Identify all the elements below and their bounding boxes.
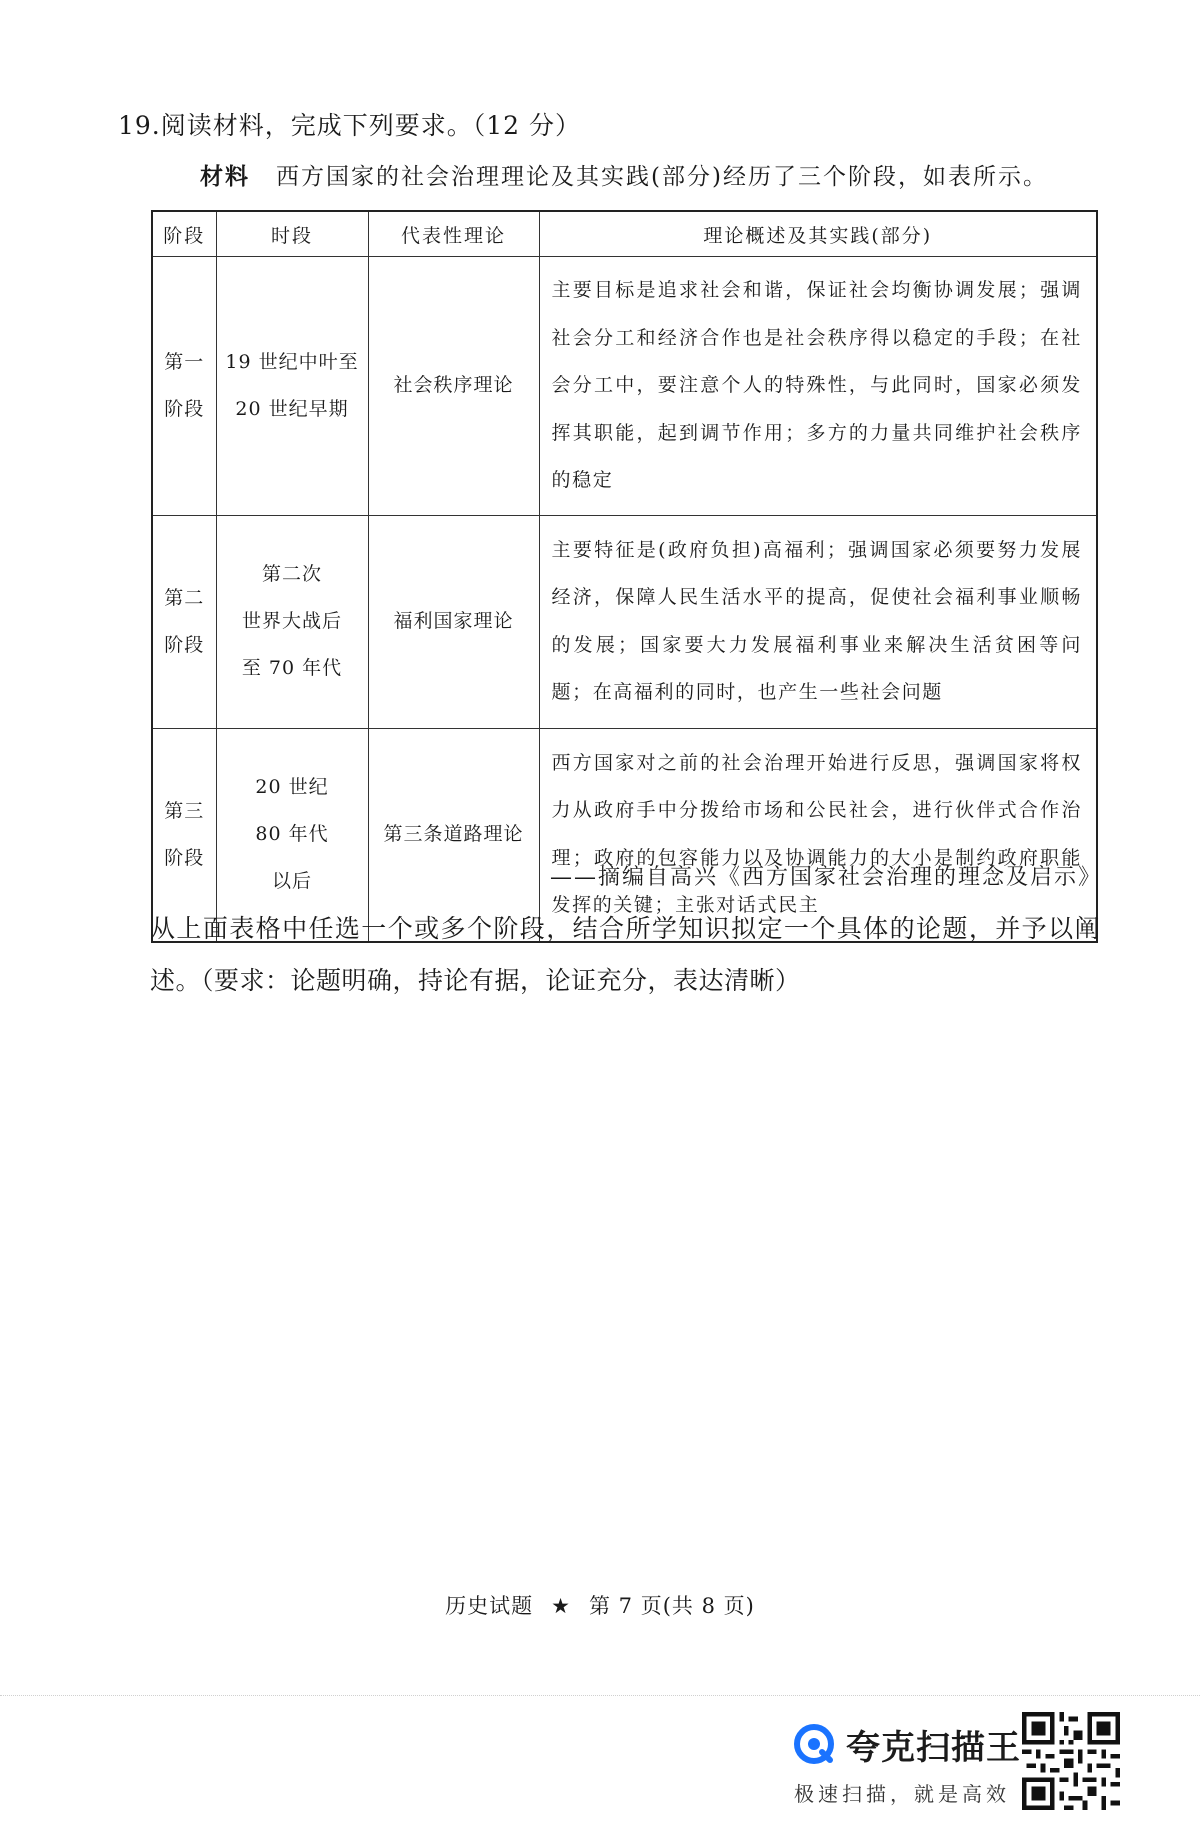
material-label: 材料 [200, 163, 250, 190]
stage-cell: 第一 阶段 [152, 257, 216, 516]
star-icon: ★ [551, 1594, 571, 1618]
period-cell: 19 世纪中叶至 20 世纪早期 [216, 257, 368, 516]
footer-page: 第 7 页(共 8 页) [589, 1594, 755, 1618]
stage-cell: 第三 阶段 [152, 728, 216, 942]
question-title: 19.阅读材料，完成下列要求。（12 分） [118, 111, 582, 140]
divider [0, 1695, 1200, 1696]
table-row [152, 515, 1097, 728]
footer-subject: 历史试题 [445, 1594, 534, 1618]
table-row [152, 257, 1097, 516]
header-period: 时段 [216, 211, 368, 257]
scanner-watermark [790, 1712, 1190, 1822]
material-text: 西方国家的社会治理理论及其实践(部分)经历了三个阶段，如表所示。 [276, 164, 1048, 190]
table-header-row [152, 211, 1097, 257]
description-cell: 主要目标是追求社会和谐，保证社会均衡协调发展；强调社会分工和经济合作也是社会秩序得以稳定的手段；在社会分工中，要注意个人的特殊性，与此同时，国家必须发挥其职能，起到调节作用；多方的力量共同维护社会秩序的稳定 [539, 257, 1097, 516]
theory-cell: 社会秩序理论 [368, 257, 539, 516]
material-intro [200, 158, 1048, 191]
page-footer [0, 1590, 1200, 1620]
brand-name: 夸克扫描王 [846, 1728, 1021, 1768]
header-theory: 代表性理论 [368, 211, 539, 257]
brand-slogan: 极速扫描，就是高效 [794, 1782, 1010, 1806]
stages-table [151, 210, 1098, 943]
header-stage: 阶段 [152, 211, 216, 257]
header-description: 理论概述及其实践(部分) [539, 211, 1097, 257]
task-prompt: 从上面表格中任选一个或多个阶段，结合所学知识拟定一个具体的论题，并予以阐述。（要求：论题明确，持论有据，论证充分，表达清晰） [150, 914, 1100, 995]
theory-cell: 福利国家理论 [368, 515, 539, 728]
description-cell: 西方国家对之前的社会治理开始进行反思，强调国家将权力从政府手中分拨给市场和公民社会，进行伙伴式合作治理；政府的包容能力以及协调能力的大小是制约政府职能发挥的关键；主张对话式民主 [539, 728, 1097, 942]
theory-cell: 第三条道路理论 [368, 728, 539, 942]
stage-cell: 第二 阶段 [152, 515, 216, 728]
period-cell: 20 世纪 80 年代 以后 [216, 728, 368, 942]
description-cell: 主要特征是(政府负担)高福利；强调国家必须要努力发展经济，保障人民生活水平的提高，促使社会福利事业顺畅的发展；国家要大力发展福利事业来解决生活贫困等问题；在高福利的同时，也产生一些社会问题 [539, 515, 1097, 728]
qr-code-icon [1022, 1712, 1120, 1810]
quark-logo-icon [794, 1724, 834, 1764]
source-citation: ——摘编自高兴《西方国家社会治理的理念及启示》 [549, 865, 1102, 890]
period-cell: 第二次 世界大战后 至 70 年代 [216, 515, 368, 728]
